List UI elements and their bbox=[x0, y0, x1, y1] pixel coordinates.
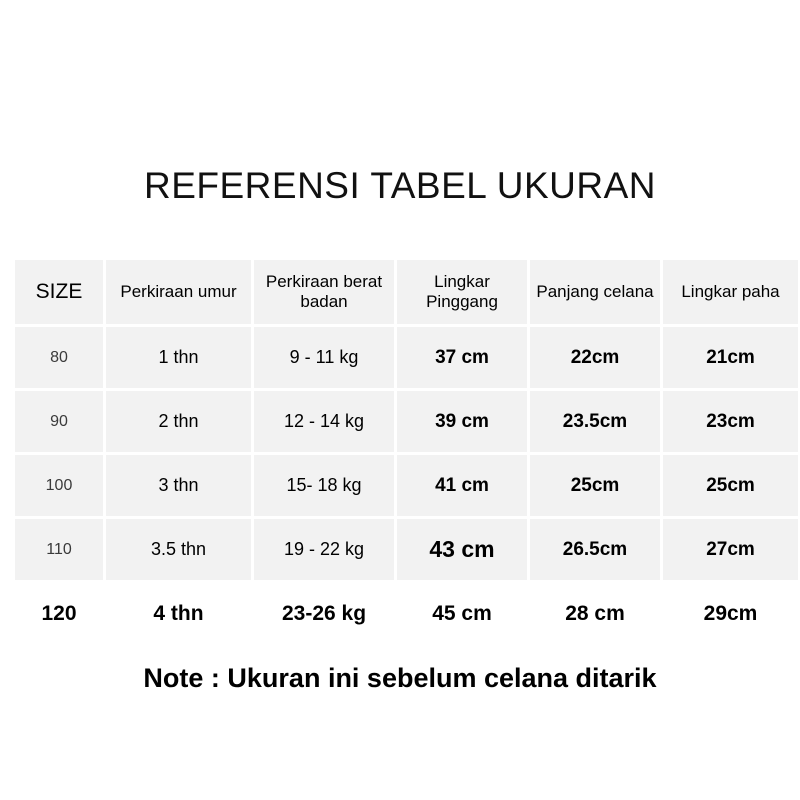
cell-size: 110 bbox=[15, 519, 103, 580]
cell-umur: 2 thn bbox=[106, 391, 251, 452]
cell-size: 120 bbox=[15, 583, 103, 644]
table-header bbox=[15, 260, 798, 324]
cell-umur: 4 thn bbox=[106, 583, 251, 644]
cell-umur: 3 thn bbox=[106, 455, 251, 516]
page-title: REFERENSI TABEL UKURAN bbox=[144, 165, 656, 206]
cell-berat: 19 - 22 kg bbox=[254, 519, 394, 580]
column-header-berat: Perkiraan berat badan bbox=[254, 260, 394, 324]
cell-pinggang: 37 cm bbox=[397, 327, 527, 388]
cell-paha: 25cm bbox=[663, 455, 798, 516]
column-header-panjang: Panjang celana bbox=[530, 260, 660, 324]
cell-pinggang: 41 cm bbox=[397, 455, 527, 516]
cell-paha: 21cm bbox=[663, 327, 798, 388]
cell-pinggang: 43 cm bbox=[397, 519, 527, 580]
cell-panjang: 25cm bbox=[530, 455, 660, 516]
column-header-pinggang: Lingkar Pinggang bbox=[397, 260, 527, 324]
cell-berat: 23-26 kg bbox=[254, 583, 394, 644]
table-row bbox=[15, 455, 798, 516]
cell-berat: 15- 18 kg bbox=[254, 455, 394, 516]
cell-paha: 29cm bbox=[663, 583, 798, 644]
note-text: Note : Ukuran ini sebelum celana ditarik bbox=[143, 663, 657, 693]
table-row bbox=[15, 391, 798, 452]
cell-size: 80 bbox=[15, 327, 103, 388]
column-header-umur: Perkiraan umur bbox=[106, 260, 251, 324]
cell-paha: 23cm bbox=[663, 391, 798, 452]
column-header-paha: Lingkar paha bbox=[663, 260, 798, 324]
cell-panjang: 28 cm bbox=[530, 583, 660, 644]
table-row bbox=[15, 519, 798, 580]
cell-berat: 9 - 11 kg bbox=[254, 327, 394, 388]
cell-berat: 12 - 14 kg bbox=[254, 391, 394, 452]
table-body bbox=[15, 327, 798, 644]
cell-paha: 27cm bbox=[663, 519, 798, 580]
table-row bbox=[15, 327, 798, 388]
table-header-row bbox=[15, 260, 798, 324]
cell-panjang: 22cm bbox=[530, 327, 660, 388]
table-row bbox=[15, 583, 798, 644]
cell-size: 90 bbox=[15, 391, 103, 452]
cell-umur: 1 thn bbox=[106, 327, 251, 388]
cell-panjang: 23.5cm bbox=[530, 391, 660, 452]
cell-pinggang: 45 cm bbox=[397, 583, 527, 644]
cell-panjang: 26.5cm bbox=[530, 519, 660, 580]
column-header-size: SIZE bbox=[15, 260, 103, 324]
cell-size: 100 bbox=[15, 455, 103, 516]
cell-umur: 3.5 thn bbox=[106, 519, 251, 580]
size-table bbox=[12, 257, 800, 647]
cell-pinggang: 39 cm bbox=[397, 391, 527, 452]
